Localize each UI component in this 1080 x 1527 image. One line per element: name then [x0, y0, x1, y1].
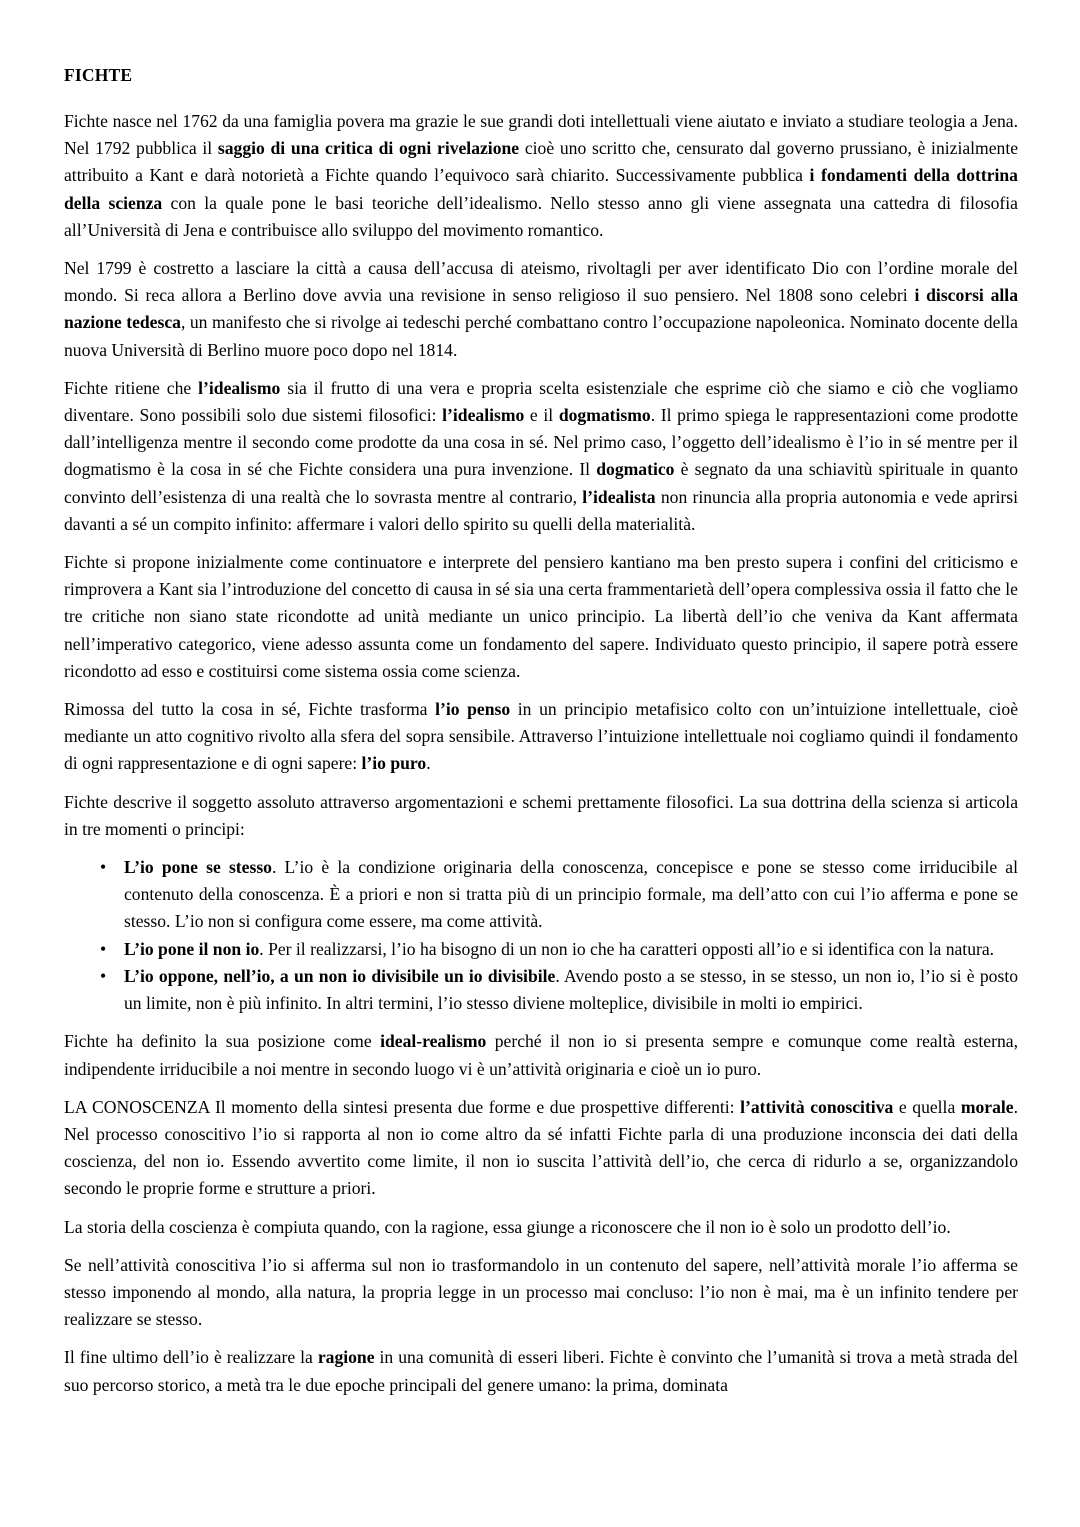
paragraph — [64, 1252, 1018, 1334]
emphasised-term: l’attività conoscitiva — [740, 1096, 894, 1117]
bullet-icon: • — [100, 938, 107, 959]
text-run: in una comunità di esseri liberi. Fichte è convinto che l’umanità si trova a metà strada del suo percorso storico, a metà tra le due epoche principali del genere umano: la prima, dominata — [64, 1347, 1018, 1395]
emphasised-term: i discorsi alla nazione tedesca — [64, 285, 1018, 333]
list-item — [64, 854, 1018, 936]
text-run: cioè uno scritto che, censurato dal governo prussiano, è inizialmente attribuito a Kant e darà notorietà a Fichte quando l’equivoco sarà chiarito. Successivamente pubblica — [64, 138, 1019, 186]
principles-list — [64, 854, 1018, 1017]
text-run: è segnato da una schiavitù spirituale in quanto convinto dell’esistenza di una realtà che lo sovrasta mentre al contrario, — [64, 459, 1019, 507]
text-run: e il — [524, 405, 559, 426]
text-run: perché il non io si presenta sempre e comunque come realtà esterna, indipendente irriducibile a noi mentre in secondo luogo vi è un’attività originaria e cioè un io puro. — [64, 1031, 1018, 1079]
emphasised-term: ragione — [317, 1347, 375, 1368]
text-run: . Nel processo conoscitivo l’io si rapporta al non io come altro da sé infatti Fichte parla di una produzione inconscia dei dati della coscienza, del non io. Essendo avvertito come limite, il non io suscita l’attività dell’io, che cerca di ridurlo a se, organizzandolo secondo le proprie forme e strutture a priori. — [64, 1096, 1019, 1199]
paragraph — [64, 1028, 1018, 1082]
text-run: Il fine ultimo dell’io è realizzare la — [64, 1347, 318, 1368]
paragraph — [64, 1344, 1018, 1398]
emphasised-term: dogmatismo — [558, 405, 651, 426]
bullet-icon: • — [100, 965, 107, 986]
text-run: LA CONOSCENZA Il momento della sintesi presenta due forme e due prospettive differenti: — [64, 1096, 741, 1117]
emphasised-term: l’idealismo — [198, 377, 281, 398]
list-item-text — [124, 857, 1018, 931]
text-run: non rinuncia alla propria autonomia e vede aprirsi davanti a sé un compito infinito: affermare i valori dello spirito su quelli della materialità. — [64, 486, 1018, 534]
emphasised-term: ideal-realismo — [380, 1031, 487, 1052]
paragraph — [64, 696, 1018, 778]
paragraphs-before-list — [64, 108, 1018, 843]
text-run: Fichte ritiene che — [64, 377, 199, 398]
text-run: con la quale pone le basi teoriche dell’idealismo. Nello stesso anno gli viene assegnata una cattedra di filosofia all’Università di Jena e contribuisce allo sviluppo del movimento romantico. — [64, 192, 1018, 240]
list-item — [64, 963, 1018, 1017]
emphasised-term: L’io pone il non io — [124, 938, 260, 959]
text-run: Rimossa del tutto la cosa in sé, Fichte trasforma — [64, 699, 436, 720]
list-item-text — [124, 939, 994, 959]
paragraph — [64, 108, 1018, 244]
emphasised-term: L’io oppone, nell’io, a un non io divisibile un io divisibile — [124, 965, 556, 986]
text-run: Fichte ha definito la sua posizione come — [64, 1031, 381, 1052]
bullet-icon: • — [100, 857, 107, 878]
list-item-text — [124, 966, 1018, 1013]
paragraph — [64, 549, 1018, 685]
emphasised-term: l’io penso — [435, 699, 511, 720]
text-run: , un manifesto che si rivolge ai tedeschi perché combattano contro l’occupazione napoleonica. Nominato docente della nuova Università di Berlino muore poco dopo nel 1814. — [64, 312, 1018, 360]
text-run: e quella — [893, 1096, 961, 1117]
text-run: Fichte si propone inizialmente come continuatore e interprete del pensiero kantiano ma ben presto supera i confini del criticismo e rimprovera a Kant sia l’introduzione del concetto di causa in sé sia una certa frammentarietà dell’opera complessiva ossia il fatto che le tre critiche non siano state ricondotte ad unità mediante un unico principio. La libertà dell’io che veniva da Kant affermata nell’imperativo categorico, viene adesso assunta come un fondamento del sapere. Individuato questo principio, il sapere potrà essere ricondotto ad esso e costituirsi come sistema ossia come scienza. — [64, 552, 1018, 681]
emphasised-term: saggio di una critica di ogni rivelazione — [217, 138, 520, 159]
text-run: Fichte descrive il soggetto assoluto attraverso argomentazioni e schemi prettamente filosofici. La sua dottrina della scienza si articola in tre momenti o principi: — [64, 791, 1018, 839]
text-run: . Avendo posto a se stesso, in se stesso, un non io, l’io si è posto un limite, non è più infinito. In altri termini, l’io stesso diviene molteplice, divisibile in molti io empirici. — [124, 965, 1019, 1014]
emphasised-term: i fondamenti della dottrina della scienza — [64, 165, 1018, 213]
emphasised-term: l’io puro — [361, 753, 427, 774]
emphasised-term: l’idealismo — [442, 405, 525, 426]
text-run: Se nell’attività conoscitiva l’io si afferma sul non io trasformandolo in un contenuto del sapere, nell’attività morale l’io afferma se stesso imponendo al mondo, alla natura, la propria legge in un processo mai concluso: l’io non è mai, ma è un infinito tendere per realizzare se stesso. — [64, 1254, 1018, 1330]
emphasised-term: dogmatico — [596, 459, 675, 480]
text-run: . L’io è la condizione originaria della conoscenza, concepisce e pone se stesso come irriducibile al contenuto della conoscenza. È a priori e non si tratta più di un principio formale, ma dell’atto con cui l’io afferma e pone se stesso. L’io non si configura come essere, ma come attività. — [124, 857, 1018, 932]
text-run: La storia della coscienza è compiuta quando, con la ragione, essa giunge a riconoscere che il non io è solo un prodotto dell’io. — [64, 1216, 951, 1237]
text-run: in un principio metafisico colto con un’intuizione intellettuale, cioè mediante un atto cognitivo rivolto alla sfera del sopra sensibile. Attraverso l’intuizione intellettuale noi cogliamo quindi il fondamento di ogni rappresentazione e di ogni sapere: — [64, 699, 1019, 774]
paragraphs-after-list — [64, 1028, 1018, 1398]
emphasised-term: L’io pone se stesso — [124, 857, 272, 878]
text-run: . Il primo spiega le rappresentazioni come prodotte dall’intelligenza mentre il secondo come prodotte da una cosa in sé. Nel primo caso, l’oggetto dell’idealismo è l’io in sé mentre per il dogmatismo è la cosa in sé che Fichte considera una pura invenzione. Il — [64, 405, 1019, 480]
paragraph — [64, 1094, 1018, 1203]
paragraph — [64, 375, 1018, 538]
text-run: Fichte nasce nel 1762 da una famiglia povera ma grazie le sue grandi doti intellettuali viene aiutato e inviato a studiare teologia a Jena. Nel 1792 pubblica il — [64, 111, 1018, 159]
paragraph — [64, 255, 1018, 364]
emphasised-term: morale — [960, 1096, 1014, 1117]
list-item — [64, 936, 1018, 963]
page-title: FICHTE — [64, 65, 133, 85]
text-run: Nel 1799 è costretto a lasciare la città a causa dell’accusa di ateismo, rivoltagli per aver identificato Dio con l’ordine morale del mondo. Si reca allora a Berlino dove avvia una revisione in senso religioso il suo pensiero. Nel 1808 sono celebri — [64, 258, 1018, 306]
text-run: sia il frutto di una vera e propria scelta esistenziale che esprime ciò che siamo e ciò che vogliamo diventare. Sono possibili solo due sistemi filosofici: — [64, 377, 1018, 426]
paragraph — [64, 1214, 1018, 1241]
text-run: . Per il realizzarsi, l’io ha bisogno di un non io che ha caratteri opposti all’io e si identifica con la natura. — [259, 938, 995, 959]
paragraph — [64, 789, 1018, 843]
emphasised-term: l’idealista — [582, 486, 656, 507]
text-run: . — [426, 753, 431, 774]
